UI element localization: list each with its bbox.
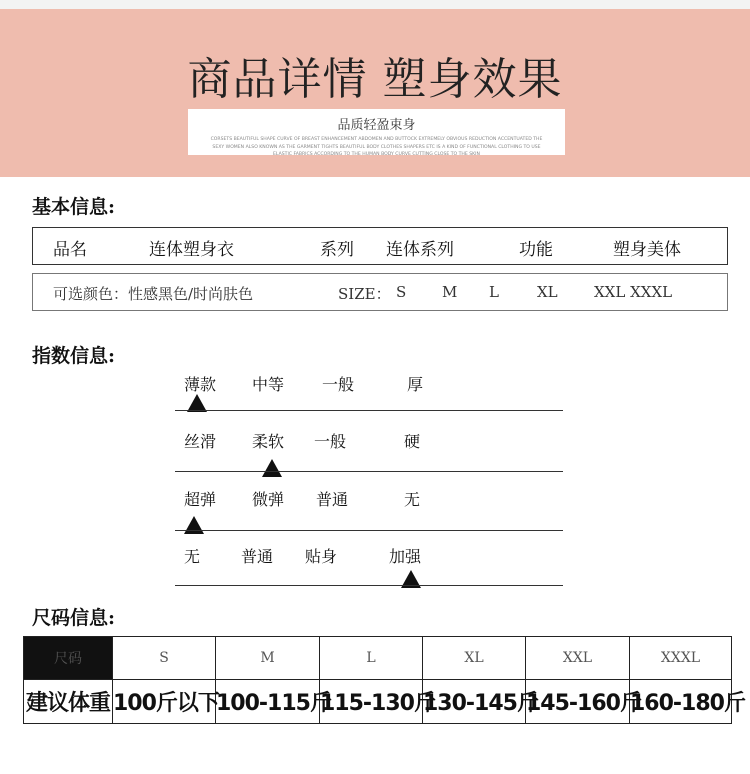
size-header-row bbox=[24, 637, 732, 680]
size-cell: XXXL bbox=[630, 637, 732, 680]
name-label: 品名 bbox=[53, 240, 87, 260]
scale-option: 薄款 bbox=[184, 375, 217, 394]
weight-cell: 115-130斤 bbox=[320, 680, 423, 724]
top-strip bbox=[0, 0, 750, 9]
size-cell: M bbox=[216, 637, 320, 680]
banner bbox=[0, 9, 750, 177]
function-value: 塑身美体 bbox=[613, 240, 681, 260]
function-label: 功能 bbox=[519, 240, 553, 260]
weight-cell: 160-180斤 bbox=[630, 680, 732, 724]
scale-option: 普通 bbox=[241, 547, 274, 566]
color-size-row bbox=[32, 273, 728, 311]
size-option: XXL XXXL bbox=[594, 283, 673, 301]
size-cell: S bbox=[113, 637, 216, 680]
name-value: 连体塑身衣 bbox=[149, 240, 234, 260]
size-label: SIZE： bbox=[338, 285, 391, 303]
scale-option: 普通 bbox=[316, 490, 349, 509]
scale-line bbox=[175, 410, 563, 411]
scale-option: 丝滑 bbox=[184, 432, 217, 451]
index-info-heading: 指数信息: bbox=[32, 345, 116, 367]
scale-option: 超弹 bbox=[184, 490, 217, 509]
scale-option: 无 bbox=[184, 547, 201, 566]
colors-text: 可选颜色：性感黑色/时尚肤色 bbox=[53, 285, 254, 303]
series-value: 连体系列 bbox=[386, 240, 454, 260]
scale-option: 微弹 bbox=[252, 490, 285, 509]
scale-option: 柔软 bbox=[252, 432, 285, 451]
size-option: L bbox=[489, 283, 499, 301]
size-table bbox=[23, 636, 745, 724]
weight-cell: 100斤以下 bbox=[113, 680, 216, 724]
weight-cell: 145-160斤 bbox=[526, 680, 630, 724]
scale-option: 厚 bbox=[407, 375, 424, 394]
size-header-label: 尺码 bbox=[24, 637, 113, 680]
basic-info-heading: 基本信息: bbox=[32, 196, 116, 218]
banner-subtitle-box bbox=[188, 109, 565, 155]
basic-info-row bbox=[32, 227, 728, 265]
banner-subtitle: 品质轻盈束身 bbox=[337, 118, 416, 133]
scale-option: 贴身 bbox=[305, 547, 338, 566]
scale-marker-icon bbox=[184, 516, 204, 534]
scale-line bbox=[175, 585, 563, 586]
banner-fine-print: CORSETS BEAUTIFUL SHAPE CURVE OF BREAST ENHANCEMENT ABDOMEN AND BUTTOCK EXTREMELY OBVIOUS REDUCTION ACCENTUATED THE SEXY WOMEN ALSO KNOWN AS THE GARMENT TIGHTS BEAUTIFUL BODY CLOTHES SHAPERS ETC IS A KIND OF FUNCTIONAL CLOTHING TO USE ELASTIC FABRICS ACCORDING TO THE HUMAN BODY CURVE CUTTING CLOSE TO THE SKIN bbox=[210, 137, 543, 157]
size-cell: L bbox=[320, 637, 423, 680]
weight-cell: 130-145斤 bbox=[423, 680, 526, 724]
scale-option: 中等 bbox=[252, 375, 285, 394]
size-option: S bbox=[396, 283, 407, 301]
weight-row bbox=[24, 680, 732, 724]
size-option: M bbox=[442, 283, 458, 301]
size-cell: XXL bbox=[526, 637, 630, 680]
scale-option: 加强 bbox=[389, 547, 422, 566]
size-cell: XL bbox=[423, 637, 526, 680]
scale-option: 一般 bbox=[322, 375, 355, 394]
series-label: 系列 bbox=[320, 240, 354, 260]
scale-option: 硬 bbox=[404, 432, 421, 451]
scale-marker-icon bbox=[262, 459, 282, 477]
scale-line bbox=[175, 471, 563, 472]
size-option: XL bbox=[537, 283, 558, 301]
scale-option: 一般 bbox=[314, 432, 347, 451]
page-title: 商品详情 塑身效果 bbox=[187, 54, 563, 105]
weight-label: 建议体重 bbox=[24, 680, 113, 724]
weight-cell: 100-115斤 bbox=[216, 680, 320, 724]
size-info-heading: 尺码信息: bbox=[32, 607, 116, 629]
scale-line bbox=[175, 530, 563, 531]
scale-option: 无 bbox=[404, 490, 421, 509]
